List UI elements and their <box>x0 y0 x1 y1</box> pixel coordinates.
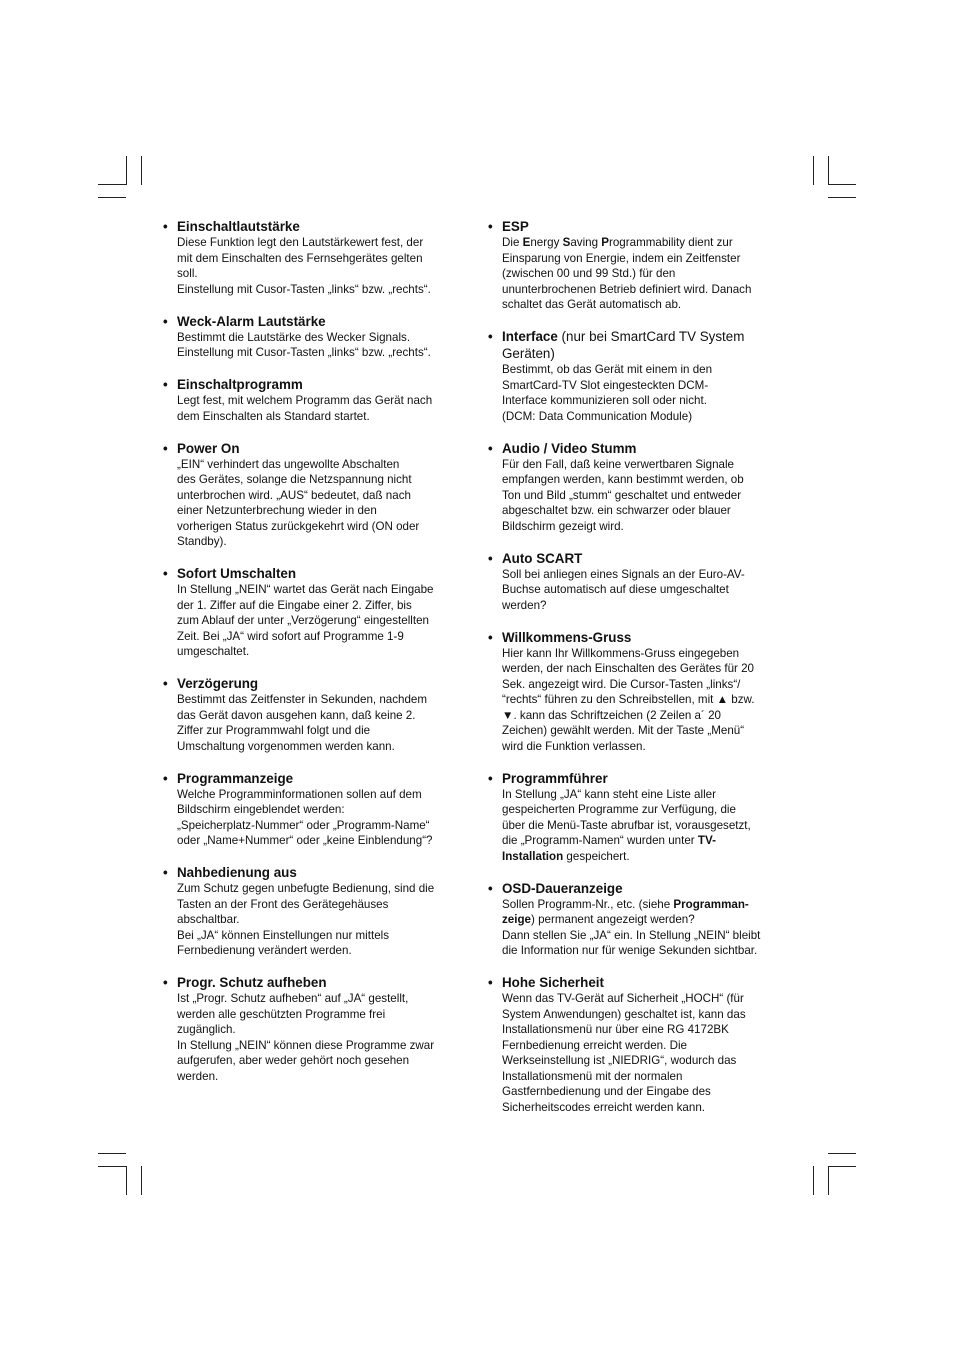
section-verzoegerung <box>163 675 466 754</box>
section-text: Ist „Progr. Schutz aufheben“ auf „JA“ gestellt, werden alle geschützten Programme frei zugänglich. In Stellung „NEIN“ können diese Programme zwar aufgerufen, aber weder gehört noch gesehen werden. <box>177 992 435 1083</box>
bullet: • <box>488 629 493 645</box>
section-text: Für den Fall, daß keine verwertbaren Signale empfangen werden, kann bestimmt werden, ob Ton und Bild „stumm“ geschaltet und entweder abgeschaltet bzw. ein schwarzer oder blauer Bildschirm gezeigt wird. <box>502 457 744 533</box>
section-text: Bestimmt, ob das Gerät mit einem in den SmartCard-TV Slot eingesteckten DCM- Interface kommunizieren soll oder nicht. (DCM: Data Communication Module) <box>502 363 713 423</box>
section-progr-schutz-aufheben <box>163 974 466 1084</box>
section-title: Interface (nur bei SmartCard TV System Geräten) <box>502 329 745 361</box>
section-title: Einschaltprogramm <box>177 377 303 392</box>
section-title: ESP <box>502 219 529 234</box>
section-text: Wenn das TV-Gerät auf Sicherheit „HOCH“ (für System Anwendungen) geschaltet ist, kann das Installationsmenü nur über eine RG 4172BK Fernbedienung erreicht werden. Die Werkseinstellung ist „NIEDRIG“, wodurch das Installationsmenü mit der normalen Gastfernbedienung und der Eingabe des Sicherheitscodes erreicht werden kann. <box>502 992 746 1114</box>
section-title: Sofort Umschalten <box>177 566 297 581</box>
section-text: Diese Funktion legt den Lautstärkewert fest, der mit dem Einschalten des Fernsehgerätes gelten soll. Einstellung mit Cusor-Tasten „links“ bzw. „rechts“. <box>177 236 431 296</box>
section-title: Audio / Video Stumm <box>502 440 637 456</box>
section-programmanzeige <box>163 770 466 849</box>
section-text: In Stellung „JA“ kann steht eine Liste aller gespeicherten Programme zur Verfügung, die über die Menü-Taste abrufbar ist, vorausgesetzt, die „Programm-Namen“ wurden unter TV- Installation gespeichert. <box>502 787 751 863</box>
section-einschaltlautstaerke <box>163 218 466 297</box>
bullet: • <box>488 880 493 896</box>
section-osd-daueranzeige <box>488 880 794 959</box>
section-text: Die Energy Saving Programmability dient zur Einsparung von Energie, indem ein Zeitfenster (zwischen 00 und 99 Std.) für den ununterbrochenen Betrieb definiert wird. Danach schaltet das Gerät automatisch ab. <box>502 236 752 311</box>
crop-mark <box>828 1166 829 1195</box>
bullet: • <box>163 566 168 581</box>
bullet: • <box>163 313 168 329</box>
bullet: • <box>163 676 168 691</box>
left-column <box>163 218 466 1100</box>
crop-mark <box>813 1166 814 1195</box>
section-audio-video-stumm <box>488 440 794 535</box>
section-title: Weck-Alarm Lautstärke <box>177 313 326 329</box>
bullet: • <box>163 377 168 392</box>
section-text: „EIN“ verhindert das ungewollte Abschalten des Gerätes, solange die Netzspannung nicht unterbrochen wird. „AUS“ bedeutet, daß nach einer Netzunterbrechung wieder in den vorherigen Status zurückgekehrt wird (ON oder Standby). <box>177 457 420 548</box>
section-sofort-umschalten <box>163 565 466 660</box>
bullet: • <box>163 770 168 786</box>
section-title: Verzögerung <box>177 676 259 691</box>
section-weck-alarm-lautstaerke <box>163 313 466 361</box>
section-text: Hier kann Ihr Willkommens-Gruss eingegeben werden, der nach Einschalten des Gerätes für 20 Sek. angezeigt wird. Die Cursor-Tasten „links“/ “rechts“ führen zu den Schreibstellen, mit ▲ bzw. ▼. kann das Schriftzeichen (2 Zeilen a´ 20 Zeichen) gewählt werden. Mit der Taste „Menü“ wird die Funktion verlassen. <box>502 646 755 753</box>
bullet: • <box>163 440 168 456</box>
crop-mark <box>98 1166 126 1167</box>
bullet: • <box>488 329 493 344</box>
crop-mark <box>141 1166 142 1195</box>
section-title: Auto SCART <box>502 550 583 566</box>
crop-mark <box>98 197 126 198</box>
section-title: Programmanzeige <box>177 770 294 786</box>
section-title: Nahbedienung aus <box>177 865 297 880</box>
section-title: Einschaltlautstärke <box>177 219 300 234</box>
right-column <box>488 218 794 1131</box>
section-programmfuehrer <box>488 770 794 865</box>
section-text: Soll bei anliegen eines Signals an der Euro-AV- Buchse automatisch auf diese umgeschaltet werden? <box>502 567 745 612</box>
section-hohe-sicherheit <box>488 974 794 1115</box>
section-nahbedienung-aus <box>163 864 466 959</box>
section-title: Power On <box>177 440 240 456</box>
section-interface <box>488 328 794 424</box>
crop-mark <box>828 184 856 185</box>
section-title: Programmführer <box>502 770 608 786</box>
section-title: Willkommens-Gruss <box>502 629 632 645</box>
section-esp <box>488 218 794 313</box>
crop-mark <box>828 156 829 185</box>
crop-mark <box>828 197 856 198</box>
crop-mark <box>828 1166 856 1167</box>
section-text: Legt fest, mit welchem Programm das Gerät nach dem Einschalten als Standard startet. <box>177 394 433 423</box>
crop-mark <box>126 1166 127 1195</box>
crop-mark <box>141 156 142 185</box>
section-text: Bestimmt das Zeitfenster in Sekunden, nachdem das Gerät davon ausgehen kann, daß keine 2. Ziffer zur Programmwahl folgt und die Umschaltung vorgenommen werden kann. <box>177 693 428 753</box>
section-title: Hohe Sicherheit <box>502 975 604 990</box>
section-text: Bestimmt die Lautstärke des Wecker Signals. Einstellung mit Cusor-Tasten „links“ bzw. „rechts“. <box>177 330 431 359</box>
section-text: Zum Schutz gegen unbefugte Bedienung, sind die Tasten an der Front des Gerätegehäuses abschaltbar. Bei „JA“ können Einstellungen nur mittels Fernbedienung verändert werden. <box>177 882 435 957</box>
section-einschaltprogramm <box>163 376 466 424</box>
section-power-on <box>163 440 466 550</box>
crop-mark <box>828 1153 856 1154</box>
crop-mark <box>813 156 814 185</box>
bullet: • <box>163 865 168 880</box>
crop-mark <box>98 1153 126 1154</box>
crop-mark <box>126 156 127 185</box>
section-text: In Stellung „NEIN“ wartet das Gerät nach Eingabe der 1. Ziffer auf die Eingabe einer 2. Ziffer, bis zum Ablauf der unter „Verzögerung“ eingestellten Zeit. Bei „JA“ wird sofort auf Programme 1-9 umgeschaltet. <box>177 583 434 658</box>
bullet: • <box>163 219 168 234</box>
section-title: Progr. Schutz aufheben <box>177 975 327 990</box>
crop-mark <box>98 184 126 185</box>
bullet: • <box>488 219 493 234</box>
bullet: • <box>163 975 168 990</box>
section-willkommens-gruss <box>488 629 794 755</box>
section-text: Sollen Programm-Nr., etc. (siehe Programman- zeige) permanent angezeigt werden? Dann stellen Sie „JA“ ein. In Stellung „NEIN“ bleibt die Information nur für wenige Sekunden sichtbar. <box>502 897 761 957</box>
section-text: Welche Programminformationen sollen auf dem Bildschirm eingeblendet werden: „Speicherplatz-Nummer“ oder „Programm-Name“ oder „Name+Nummer“ oder „keine Einblendung“? <box>177 787 433 847</box>
bullet: • <box>488 770 493 786</box>
section-title: OSD-Daueranzeige <box>502 880 623 896</box>
section-auto-scart <box>488 550 794 614</box>
bullet: • <box>488 550 493 566</box>
bullet: • <box>488 975 493 990</box>
bullet: • <box>488 440 493 456</box>
